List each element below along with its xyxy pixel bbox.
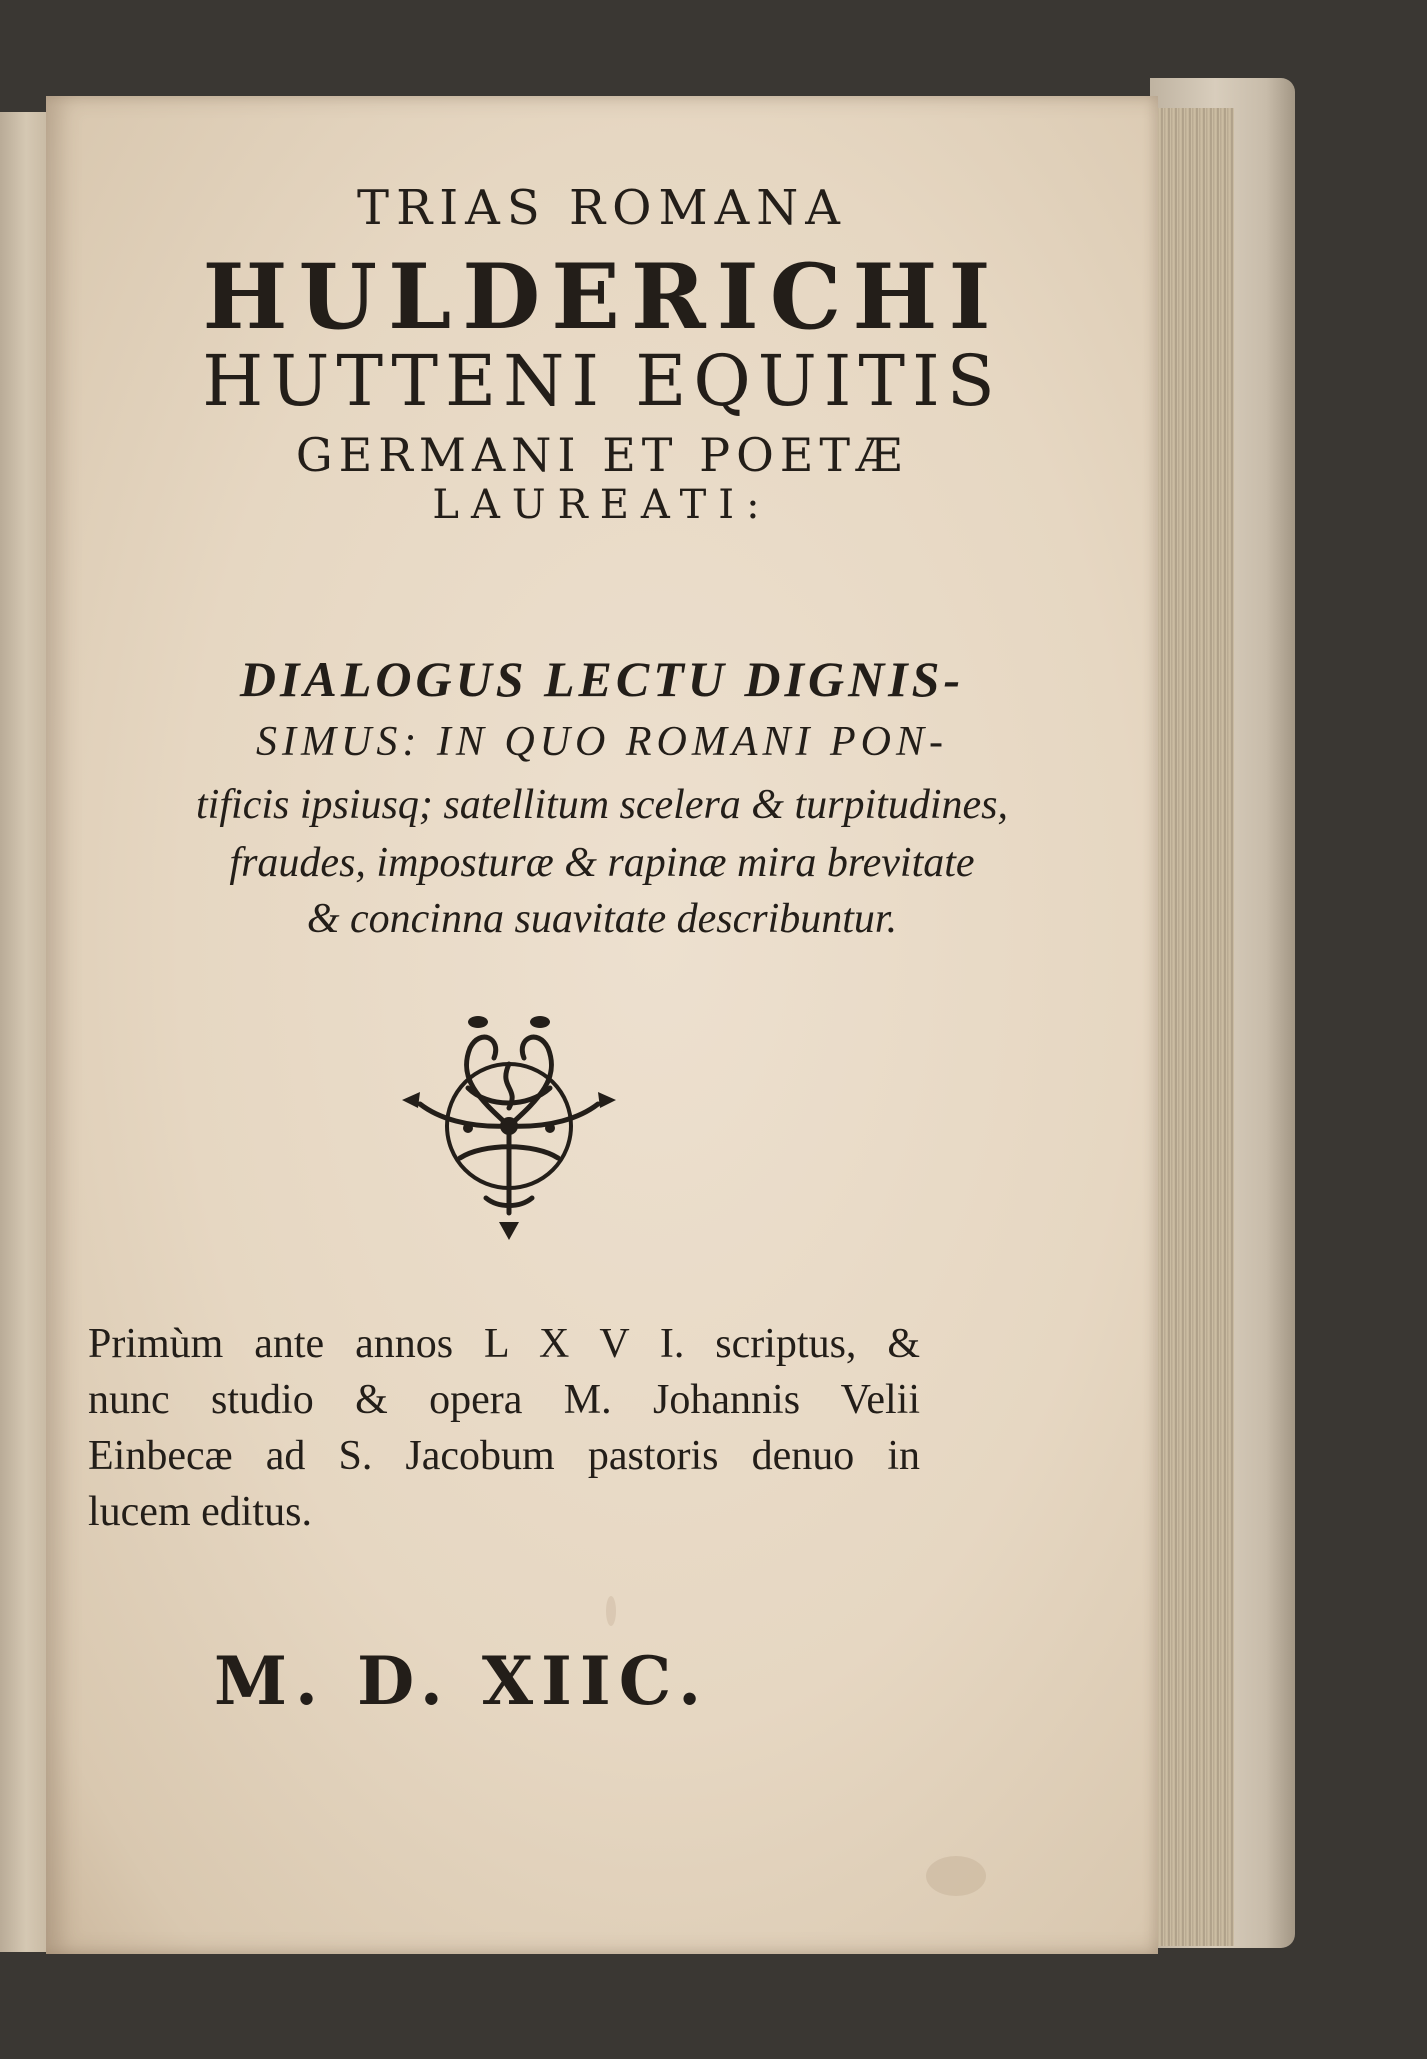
description-line-5: & concinna suavitate describuntur.: [306, 896, 898, 942]
heading-trias-romana: TRIAS ROMANA: [357, 180, 847, 236]
floral-fleuron-icon: [398, 1008, 620, 1240]
publication-date: M. D. XIIC.: [214, 1642, 710, 1720]
description-line-4: fraudes, imposturæ & rapinæ mira brevitate: [229, 840, 975, 886]
publication-line-4: lucem editus.: [88, 1489, 312, 1535]
description-line-1: DIALOGUS LECTU DIGNIS-: [239, 651, 965, 707]
heading-laureati: LAUREATI:: [432, 482, 772, 528]
description-line-3: tificis ipsiusq; satellitum scelera & turpitudines,: [196, 782, 1008, 828]
publication-line-2: nunc studio & opera M. Johannis Velii: [88, 1377, 920, 1423]
heading-author-first-name: HULDERICHI: [202, 244, 1002, 350]
description-line-2: SIMUS: IN QUO ROMANI PON-: [256, 719, 948, 765]
publication-line-1: Primùm ante annos L X V I. scriptus, &: [88, 1321, 920, 1367]
heading-author-surname: HUTTENI EQUITIS: [202, 340, 1002, 422]
publication-line-3: Einbecæ ad S. Jacobum pastoris denuo in: [88, 1433, 920, 1479]
heading-author-title: GERMANI ET POETÆ: [295, 428, 909, 482]
page-block-edges: [1150, 108, 1234, 1946]
